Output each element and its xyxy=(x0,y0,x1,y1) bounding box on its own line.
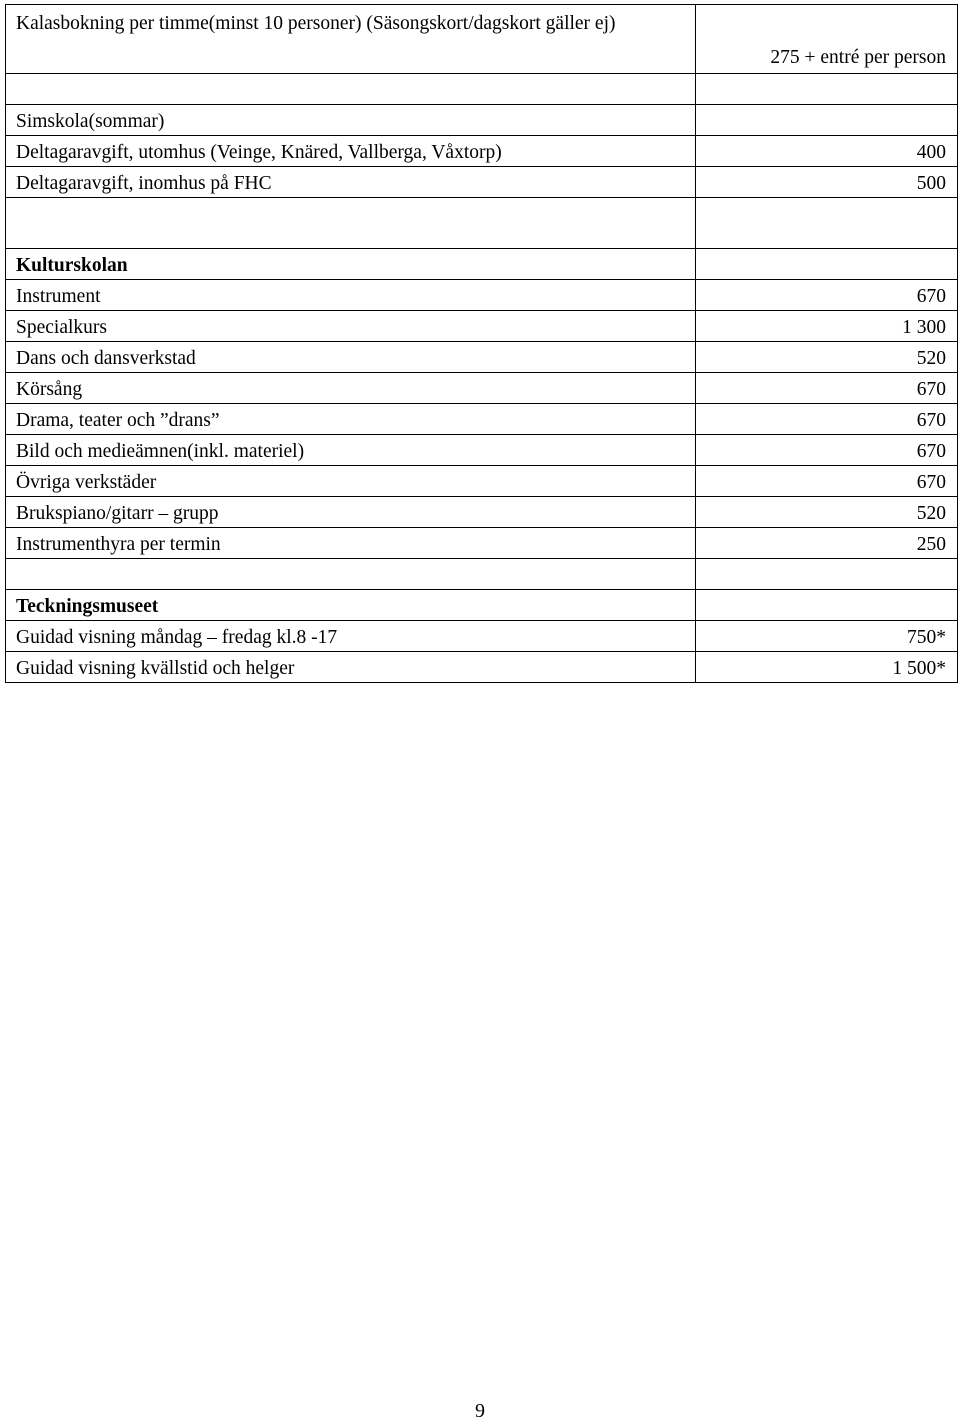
row-label: Bild och medieämnen(inkl. materiel) xyxy=(6,435,696,466)
row-value: 250 xyxy=(696,528,958,559)
table-row xyxy=(6,528,958,559)
row-value: 670 xyxy=(696,373,958,404)
row-label: Instrumenthyra per termin xyxy=(6,528,696,559)
table-row xyxy=(6,652,958,683)
row-value: 500 xyxy=(696,167,958,198)
table-row xyxy=(6,373,958,404)
row-label: Deltagaravgift, inomhus på FHC xyxy=(6,167,696,198)
section-heading-row xyxy=(6,590,958,621)
price-table xyxy=(5,4,958,683)
row-value: 670 xyxy=(696,435,958,466)
page-number: 9 xyxy=(475,1400,485,1422)
table-row xyxy=(6,311,958,342)
row-label xyxy=(6,74,696,105)
row-label: Drama, teater och ”drans” xyxy=(6,404,696,435)
table-row xyxy=(6,621,958,652)
table-row xyxy=(6,435,958,466)
section-heading-simskola: Simskola(sommar) xyxy=(6,105,696,136)
row-value xyxy=(696,74,958,105)
row-label: Deltagaravgift, utomhus (Veinge, Knäred, Vallberga, Våxtorp) xyxy=(6,136,696,167)
table-row xyxy=(6,466,958,497)
section-heading-row xyxy=(6,249,958,280)
row-value: 750* xyxy=(696,621,958,652)
row-label: Specialkurs xyxy=(6,311,696,342)
row-value: 670 xyxy=(696,280,958,311)
table-row xyxy=(6,280,958,311)
row-value xyxy=(696,590,958,621)
row-value xyxy=(696,198,958,249)
row-value: 400 xyxy=(696,136,958,167)
row-value: 520 xyxy=(696,497,958,528)
row-label: Körsång xyxy=(6,373,696,404)
table-row xyxy=(6,497,958,528)
table-row xyxy=(6,5,958,74)
row-value: 1 300 xyxy=(696,311,958,342)
row-label: Guidad visning kvällstid och helger xyxy=(6,652,696,683)
row-value: 275 + entré per person xyxy=(696,5,958,74)
row-value: 1 500* xyxy=(696,652,958,683)
row-value: 670 xyxy=(696,466,958,497)
row-label: Instrument xyxy=(6,280,696,311)
table-row xyxy=(6,167,958,198)
table-row-empty xyxy=(6,74,958,105)
row-label: Dans och dansverkstad xyxy=(6,342,696,373)
table-row xyxy=(6,404,958,435)
row-label xyxy=(6,198,696,249)
section-heading-row xyxy=(6,105,958,136)
table-row xyxy=(6,342,958,373)
row-value: 520 xyxy=(696,342,958,373)
row-label: Övriga verkstäder xyxy=(6,466,696,497)
row-value xyxy=(696,559,958,590)
row-value xyxy=(696,249,958,280)
row-value: 670 xyxy=(696,404,958,435)
table-row-empty xyxy=(6,559,958,590)
row-label: Kalasbokning per timme(minst 10 personer) (Säsongskort/dagskort gäller ej) xyxy=(6,5,696,74)
row-value xyxy=(696,105,958,136)
table-row-empty xyxy=(6,198,958,249)
row-label xyxy=(6,559,696,590)
table-row xyxy=(6,136,958,167)
section-heading-teckningsmuseet: Teckningsmuseet xyxy=(6,590,696,621)
row-label: Brukspiano/gitarr – grupp xyxy=(6,497,696,528)
row-label: Guidad visning måndag – fredag kl.8 -17 xyxy=(6,621,696,652)
section-heading-kulturskolan: Kulturskolan xyxy=(6,249,696,280)
